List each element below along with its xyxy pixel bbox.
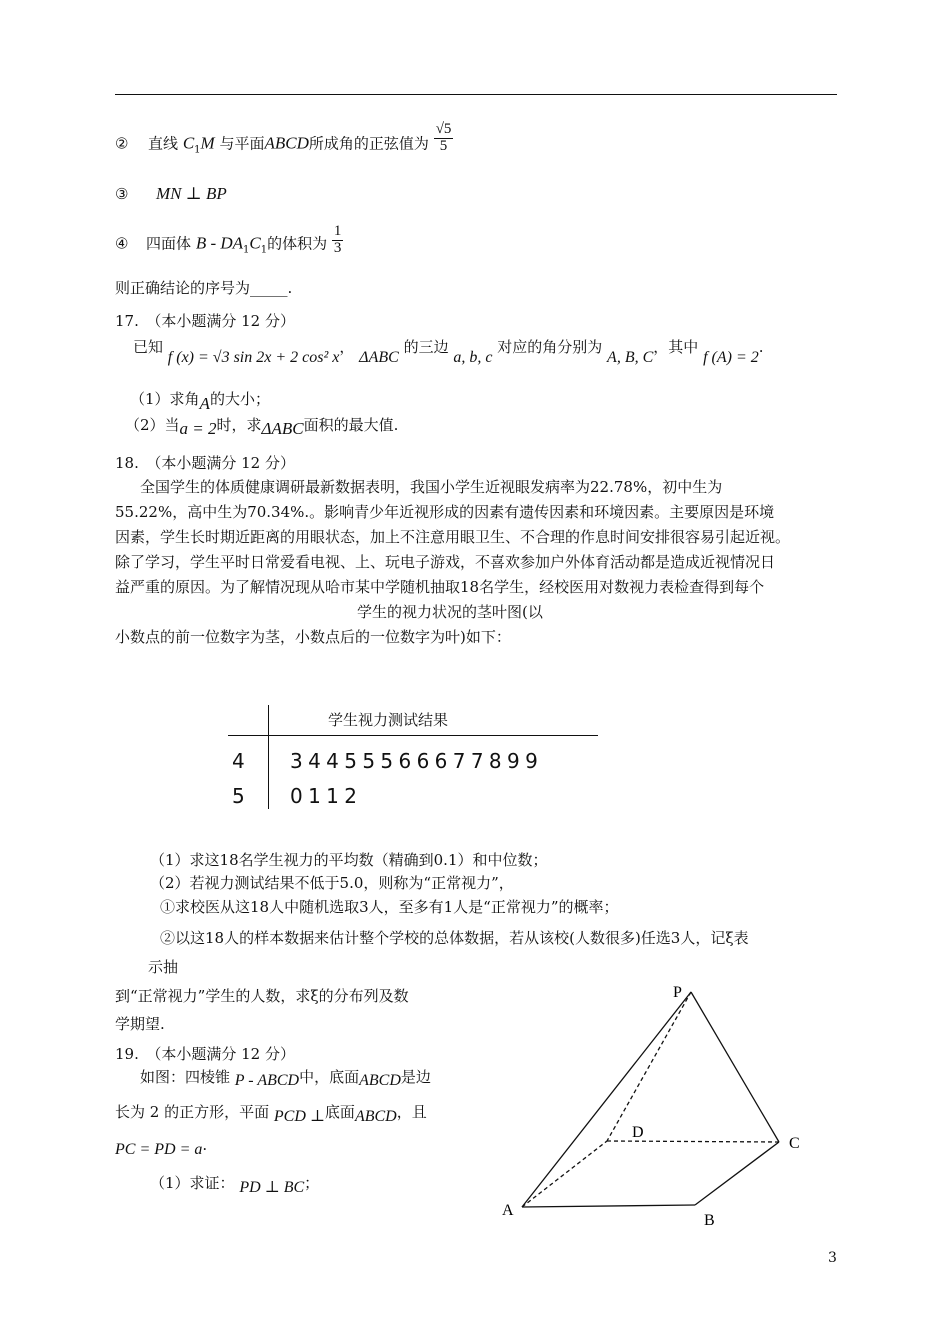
label-b: B	[704, 1212, 715, 1229]
q17-sides-text: 的三边	[403, 338, 449, 356]
label-a: A	[502, 1202, 514, 1219]
q19-part1-text: （1）求证：	[150, 1174, 235, 1192]
item-4-number: ④	[115, 234, 129, 253]
q19-line2	[115, 1101, 427, 1125]
edge-pa	[522, 992, 691, 1207]
item-2	[115, 121, 453, 161]
pyramid-figure	[495, 975, 825, 1235]
q18-line3: 因素，学生长时期近距离的用眼状态，加上不注意用眼卫生、不合理的作息时间安排很容易引起近视。	[115, 528, 791, 546]
item-4	[115, 223, 343, 261]
item-4-math: B - DA	[195, 233, 244, 253]
q19-line1-pre: 如图：四棱锥	[140, 1068, 231, 1086]
item-4-frac-num: 1	[333, 223, 342, 239]
q18-line5: 益严重的原因。为了解情况现从哈市某中学随机抽取18名学生，经校医用对数视力表检查得到每个	[115, 578, 765, 596]
item-2-post-text: 所成角的正弦值为	[308, 134, 429, 153]
q19-line1-math: P - ABCD	[234, 1072, 300, 1089]
q19-line1-math2: ABCD	[359, 1072, 401, 1089]
q17-part2-mid: 时，求	[216, 416, 262, 434]
label-c: C	[789, 1135, 800, 1152]
q19-line2-pre: 长为 2 的正方形，平面	[115, 1103, 270, 1121]
edge-bc	[695, 1142, 779, 1205]
header-rule	[115, 94, 837, 95]
q19-part1-math: PD ⊥ BC	[239, 1179, 305, 1196]
q18-sub2b-cont: 示抽	[148, 958, 179, 976]
q17-dot: .	[758, 338, 764, 356]
q17-part1-text: （1）求角	[130, 390, 200, 408]
q18-line4: 除了学习，学生平时日常爱看电视、上、玩电子游戏，不喜欢参加户外体育活动都是造成近视情况日	[115, 553, 776, 571]
item-2-sub: 1	[194, 144, 201, 156]
edge-dc-hidden	[607, 1141, 779, 1142]
q19-line3-math: PC = PD = a	[115, 1141, 203, 1158]
item-4-frac-den: 3	[333, 239, 342, 256]
item-2-pre-text: 直线	[148, 134, 179, 153]
q17-part2-math2: ΔABC	[261, 419, 304, 438]
item-3-number: ③	[115, 185, 129, 203]
item-4-post-text: 的体积为	[267, 234, 328, 253]
q17-sides: a, b, c	[453, 349, 493, 366]
item-2-frac-den: 5	[439, 137, 448, 154]
table-horizontal-rule	[228, 735, 598, 736]
stem-leaf-table	[228, 705, 600, 815]
item-2-frac-num: √5	[435, 121, 452, 137]
q18-sub2b-cont3: 学期望.	[115, 1015, 165, 1033]
q19-part1-post: ；	[304, 1174, 320, 1192]
item-4-pre-text: 四面体	[146, 234, 192, 253]
label-p: P	[673, 984, 682, 1001]
label-d: D	[632, 1124, 644, 1141]
item-2-mid-text: 与平面	[219, 134, 265, 153]
q18-line1: 全国学生的体质健康调研最新数据表明，我国小学生近视眼发病率为22.78%，初中生为	[140, 478, 723, 496]
q18-sub2a: ①求校医从这18人中随机选取3人，至多有1人是“正常视力”的概率；	[160, 898, 619, 916]
q17-f-expr: f (x) = √3 sin 2x + 2 cos² x	[167, 349, 340, 366]
q18-line6: 学生的视力状况的茎叶图(以	[357, 603, 543, 621]
item-3-math: MN ⊥ BP	[156, 184, 227, 203]
item-4-sub1: 1	[243, 244, 250, 256]
leaves-4: 3 4 4 5 5 5 6 6 6 7 7 8 9 9	[290, 749, 538, 773]
q18-line2: 55.22%，高中生为70.34%.。影响青少年近视形成的因素有遗传因素和环境因素。主要原因是环境	[115, 503, 775, 521]
q18-sub2b: ②以这18人的样本数据来估计整个学校的总体数据，若从该校(人数很多)任选3人，记ξ表	[160, 929, 749, 947]
q18-sub2b-cont2: 到“正常视力”学生的人数，求ξ的分布列及数	[115, 987, 409, 1005]
q19-line2-math2: ABCD	[354, 1108, 397, 1125]
item-2-fraction	[434, 122, 454, 155]
item-2-math-m: M	[200, 133, 215, 153]
q19-line1-post: 是边	[400, 1068, 431, 1086]
q17-title: 17. （本小题满分 12 分）	[115, 312, 295, 330]
q17-condition: f (A) = 2	[703, 349, 759, 366]
q19-line1-mid: 中，底面	[299, 1068, 360, 1086]
leaves-5: 0 1 1 2	[290, 784, 357, 808]
item-2-math-c: C	[182, 133, 195, 153]
q19-line2-mid: 底面	[324, 1103, 355, 1121]
q17-part2	[125, 414, 399, 438]
q18-title: 18. （本小题满分 12 分）	[115, 454, 295, 472]
item-2-plane: ABCD	[264, 133, 309, 153]
page-number: 3	[828, 1250, 837, 1266]
q17-comma: ，	[339, 338, 355, 356]
table-title: 学生视力测试结果	[328, 711, 449, 729]
stem-5: 5	[232, 784, 245, 808]
q17-part2-post: 面积的最大值.	[303, 416, 399, 434]
q17-part1	[130, 388, 270, 413]
q19-title: 19. （本小题满分 12 分）	[115, 1045, 295, 1063]
item-2-number: ②	[115, 134, 129, 153]
q17-triangle: ΔABC	[359, 349, 399, 366]
q17-part2-text: （2）当	[125, 416, 180, 434]
q19-part1	[150, 1172, 320, 1196]
q17-part1-post: 的大小；	[209, 390, 270, 408]
q17-known: 已知	[133, 338, 164, 356]
q17-angles: A, B, C	[607, 349, 654, 366]
q18-line7: 小数点的前一位数字为茎，小数点后的一位数字为叶)如下：	[115, 628, 511, 646]
conclusion-line: 则正确结论的序号为_____.	[115, 279, 293, 297]
table-vertical-rule	[268, 705, 269, 809]
q17-statement	[133, 336, 764, 366]
q17-part1-math: A	[199, 394, 210, 413]
q17-part2-math: a = 2	[179, 419, 217, 438]
q19-line1	[140, 1066, 431, 1087]
q19-line2-math: PCD ⊥	[273, 1108, 325, 1125]
item-4-math-c: C	[249, 233, 261, 253]
item-4-fraction	[332, 224, 344, 257]
item-4-sub2: 1	[260, 244, 268, 256]
q18-sub2: （2）若视力测试结果不低于5.0，则称为“正常视力”，	[150, 874, 514, 892]
q18-sub1: （1）求这18名学生视力的平均数（精确到0.1）和中位数；	[150, 851, 548, 869]
edge-ab	[522, 1205, 695, 1207]
edge-pc	[691, 992, 779, 1142]
stem-4: 4	[232, 749, 245, 773]
q17-angles-text: 对应的角分别为	[497, 338, 603, 356]
item-3	[115, 184, 227, 204]
edge-pd-hidden	[607, 992, 691, 1141]
q17-where: ，其中	[653, 338, 699, 356]
q19-line3	[115, 1140, 207, 1159]
q19-line2-post: ，且	[396, 1103, 427, 1121]
edge-ad-hidden	[522, 1141, 607, 1207]
q19-line3-post: ·	[202, 1140, 208, 1158]
